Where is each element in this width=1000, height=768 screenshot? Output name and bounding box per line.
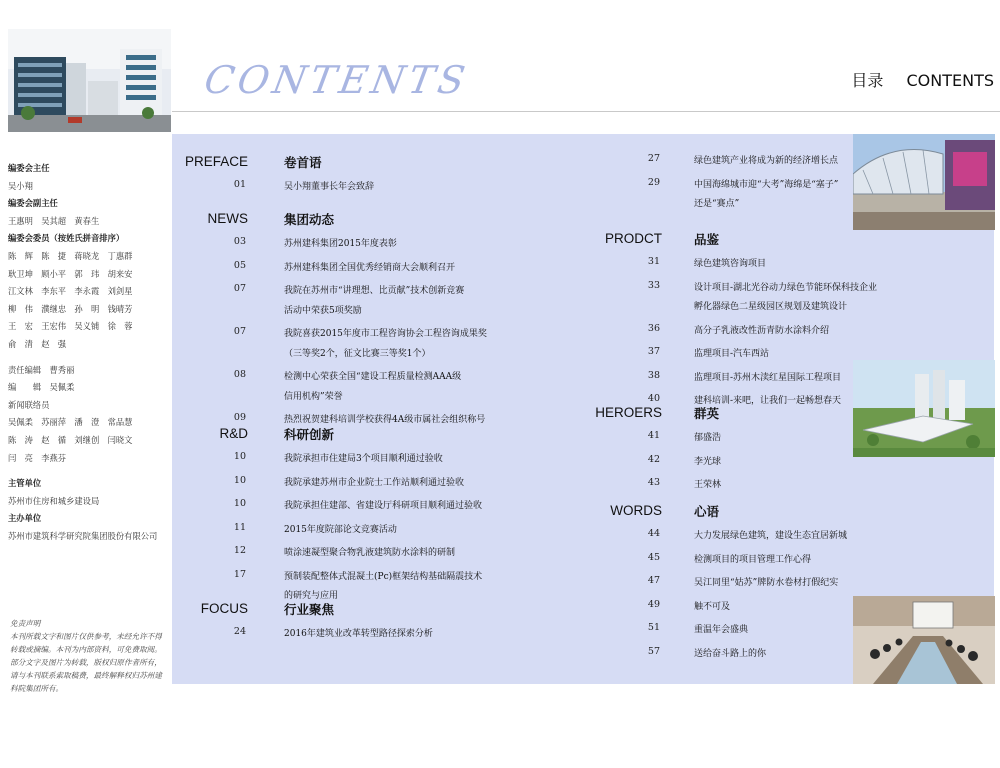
park-rendering-photo: [853, 360, 995, 457]
toc-entry-title[interactable]: 王荣林: [694, 480, 722, 490]
toc-entry-page: 40: [647, 393, 660, 404]
sidebar-label: 编委会委员（按姓氏拼音排序）: [8, 233, 125, 244]
section-heading-en: PRODCT: [605, 231, 662, 246]
toc-entry-page: 24: [233, 626, 246, 637]
toc-entry-title[interactable]: 监理项目-汽车西站: [694, 349, 770, 359]
toc-entry-title[interactable]: 李光球: [694, 456, 722, 467]
sidebar-label: 编委会主任: [8, 163, 50, 173]
toc-entry-page: 38: [647, 369, 660, 381]
sidebar-line: 柳 伟 濮继忠 孙 明 钱晴芳: [8, 303, 133, 314]
toc-entry-title[interactable]: 喷涂速凝型聚合物乳液建筑防水涂料的研制: [284, 548, 456, 558]
section-heading-zh: 行业聚焦: [284, 602, 335, 617]
section-heading-zh: 科研创新: [284, 427, 335, 442]
toc-entry-title[interactable]: 信用机构”荣誉: [284, 391, 343, 402]
sidebar-line: 江文林 李东平 李永霞 刘剑星: [8, 286, 133, 297]
toc-entry-title[interactable]: 我院承担住建部、省建设厅科研项目顺利通过验收: [284, 501, 483, 511]
toc-entry-title[interactable]: 苏州建科集团2015年度表彰: [284, 239, 397, 249]
toc-entry-title[interactable]: 我院喜获2015年度市工程咨询协会工程咨询成果奖: [284, 329, 487, 339]
cover-building-photo: [8, 29, 171, 132]
sidebar-line: 编 辑 吴佩柔: [8, 382, 75, 393]
editorial-sidebar: [8, 160, 168, 545]
toc-entry-page: 51: [647, 622, 660, 633]
toc-entry-title[interactable]: 送给奋斗路上的你: [694, 648, 767, 659]
toc-entry-title[interactable]: 吴江同里“姑苏”牌防水卷材打假纪实: [694, 578, 839, 588]
toc-entry-title[interactable]: 热烈祝贺建科培训学校获得4A级市属社会组织称号: [284, 415, 486, 425]
disclaimer-title: 免责声明: [10, 619, 41, 628]
toc-entry-title[interactable]: 绿色建筑咨询项目: [694, 259, 767, 269]
sidebar-line: 耿卫坤 顾小平 郭 玮 胡来安: [8, 268, 133, 279]
toc-entry-title[interactable]: 重温年会盛典: [694, 625, 749, 635]
toc-entry-title[interactable]: 大力发展绿色建筑，建设生态宜居新城: [694, 531, 848, 541]
toc-entry-title[interactable]: 2016年建筑业改革转型路径探索分析: [284, 629, 433, 639]
toc-entry-page: 08: [233, 369, 246, 380]
toc-entry-page: 07: [233, 283, 246, 294]
toc-entry-page: 29: [647, 176, 660, 188]
toc-entry-title[interactable]: 预制装配整体式混凝土(Pc)框架结构基础隔震技术: [284, 571, 483, 582]
toc-entry-title[interactable]: 郁盛浩: [694, 433, 722, 443]
sidebar-gap: [8, 354, 168, 362]
toc-entry-title[interactable]: 还是“赛点”: [694, 199, 740, 209]
sidebar-line: 吴小翔: [8, 180, 33, 191]
toc-entry-page: 41: [647, 430, 660, 441]
meeting-room-photo: [853, 596, 995, 684]
canopy-building-photo: [853, 134, 995, 230]
header-nav-zh: 目录: [851, 71, 884, 90]
disclaimer-body: 本刊所载文字和图片仅供参考，未经允许不得转载或摘编。本刊为内部资料，可免费取阅。部分文字及图片为转载，版权归原作者所有，请与本刊联系索取稿费，最终解释权归苏州建科院集团所有。: [10, 632, 162, 693]
section-heading-en: NEWS: [207, 211, 248, 226]
toc-entry-page: 17: [233, 568, 246, 580]
toc-entry-title[interactable]: 吴小翔董事长年会致辞: [284, 182, 375, 192]
disclaimer: [10, 617, 165, 695]
sidebar-line: 苏州市住房和城乡建设局: [8, 495, 100, 506]
toc-entry-page: 11: [233, 521, 246, 533]
section-heading-zh: 卷首语: [284, 155, 322, 170]
toc-entry-page: 12: [233, 545, 246, 556]
section-heading-en: WORDS: [610, 503, 662, 518]
sidebar-line: 责任编辑 曹秀丽: [8, 364, 75, 375]
toc-entry-title[interactable]: 2015年度院部论文竞赛活动: [284, 524, 397, 535]
toc-entry-page: 03: [233, 236, 246, 247]
sidebar-gap: [8, 467, 168, 475]
toc-entry-title[interactable]: 绿色建筑产业将成为新的经济增长点: [694, 156, 839, 166]
header-divider: [172, 111, 1000, 112]
toc-entry-page: 44: [647, 528, 660, 539]
sidebar-label: 主管单位: [8, 478, 42, 489]
toc-entry-title[interactable]: 设计项目-湖北光谷动力绿色节能环保科技企业: [694, 282, 878, 293]
toc-entry-page: 47: [647, 575, 660, 586]
toc-entry-page: 42: [647, 453, 660, 465]
section-heading-zh: 品鉴: [694, 232, 720, 247]
toc-entry-title[interactable]: 触不可及: [694, 601, 731, 612]
sidebar-line: 新闻联络员: [8, 399, 50, 410]
toc-entry-title[interactable]: 的研究与应用: [284, 591, 339, 601]
toc-entry-title[interactable]: 中国海绵城市迎“大考”海绵是“塞子”: [694, 179, 839, 190]
sidebar-line: 闫 亮 李燕芬: [8, 452, 67, 463]
toc-entry-title[interactable]: 我院承担市住建局3个项目顺利通过验收: [284, 454, 443, 464]
toc-entry-page: 10: [233, 451, 246, 462]
toc-entry-page: 43: [647, 477, 660, 488]
toc-entry-title[interactable]: （三等奖2个，征文比赛三等奖1个）: [284, 348, 431, 359]
section-heading-en: HEROERS: [595, 405, 662, 420]
toc-entry-page: 27: [647, 153, 660, 164]
header-nav: [833, 68, 994, 91]
sidebar-line: 王惠明 吴其超 黄春生: [8, 215, 100, 226]
toc-entry-page: 36: [647, 322, 660, 334]
sidebar-line: 陈 涛 赵 循 刘继创 闫晓文: [8, 434, 133, 445]
contents-script-title: CONTENTS: [201, 58, 473, 102]
toc-entry-page: 10: [233, 498, 246, 509]
toc-entry-page: 05: [233, 259, 246, 271]
toc-entry-page: 07: [233, 326, 246, 337]
section-heading-en: PREFACE: [184, 154, 248, 169]
toc-entry-title[interactable]: 活动中荣获5项奖励: [284, 305, 362, 316]
toc-entry-title[interactable]: 苏州建科集团全国优秀经销商大会顺利召开: [284, 262, 456, 273]
header-nav-en: CONTENTS: [906, 71, 994, 90]
toc-entry-page: 10: [233, 474, 246, 486]
sidebar-label: 编委会副主任: [8, 198, 58, 209]
section-heading-en: FOCUS: [200, 601, 248, 616]
sidebar-label: 主办单位: [8, 513, 42, 524]
toc-entry-title[interactable]: 高分子乳液改性沥青防水涂料介绍: [694, 325, 830, 336]
sidebar-line: 陈 辉 陈 捷 蒋晓龙 丁惠群: [8, 250, 133, 261]
toc-entry-title[interactable]: 我院在苏州市“讲理想、比贡献”技术创新竞赛: [284, 286, 465, 296]
toc-entry-title[interactable]: 检测项目的项目管理工作心得: [694, 554, 812, 565]
section-heading-zh: 集团动态: [284, 212, 335, 227]
sidebar-line: 俞 清 赵 强: [8, 338, 67, 349]
sidebar-line: 王 宏 王宏伟 吴义铺 徐 蓉: [8, 321, 133, 332]
toc-entry-page: 31: [647, 256, 660, 267]
toc-entry-title[interactable]: 我院承建苏州市企业院士工作站顺利通过验收: [284, 477, 465, 488]
toc-entry-title[interactable]: 监理项目-苏州木渎红星国际工程项目: [694, 372, 842, 383]
toc-entry-page: 33: [647, 279, 660, 291]
section-heading-zh: 心语: [694, 504, 720, 519]
toc-entry-title[interactable]: 检测中心荣获全国“建设工程质量检测AAA级: [284, 372, 462, 382]
sidebar-line: 苏州市建筑科学研究院集团股份有限公司: [8, 530, 158, 541]
toc-entry-title[interactable]: 建科培训-来吧，让我们一起畅想春天: [694, 396, 842, 406]
sidebar-line: 吴佩柔 苏丽萍 潘 澄 常品慧: [8, 417, 133, 428]
toc-entry-page: 45: [647, 551, 660, 563]
toc-entry-page: 57: [647, 645, 660, 657]
toc-entry-page: 09: [233, 412, 246, 423]
section-heading-zh: 群英: [694, 406, 720, 421]
section-heading-en: R&D: [219, 426, 248, 441]
toc-entry-page: 49: [647, 598, 660, 610]
toc-entry-page: 37: [647, 346, 660, 357]
toc-entry-page: 01: [233, 179, 246, 190]
toc-entry-title[interactable]: 孵化器绿色二星级园区规划及建筑设计: [694, 302, 848, 312]
